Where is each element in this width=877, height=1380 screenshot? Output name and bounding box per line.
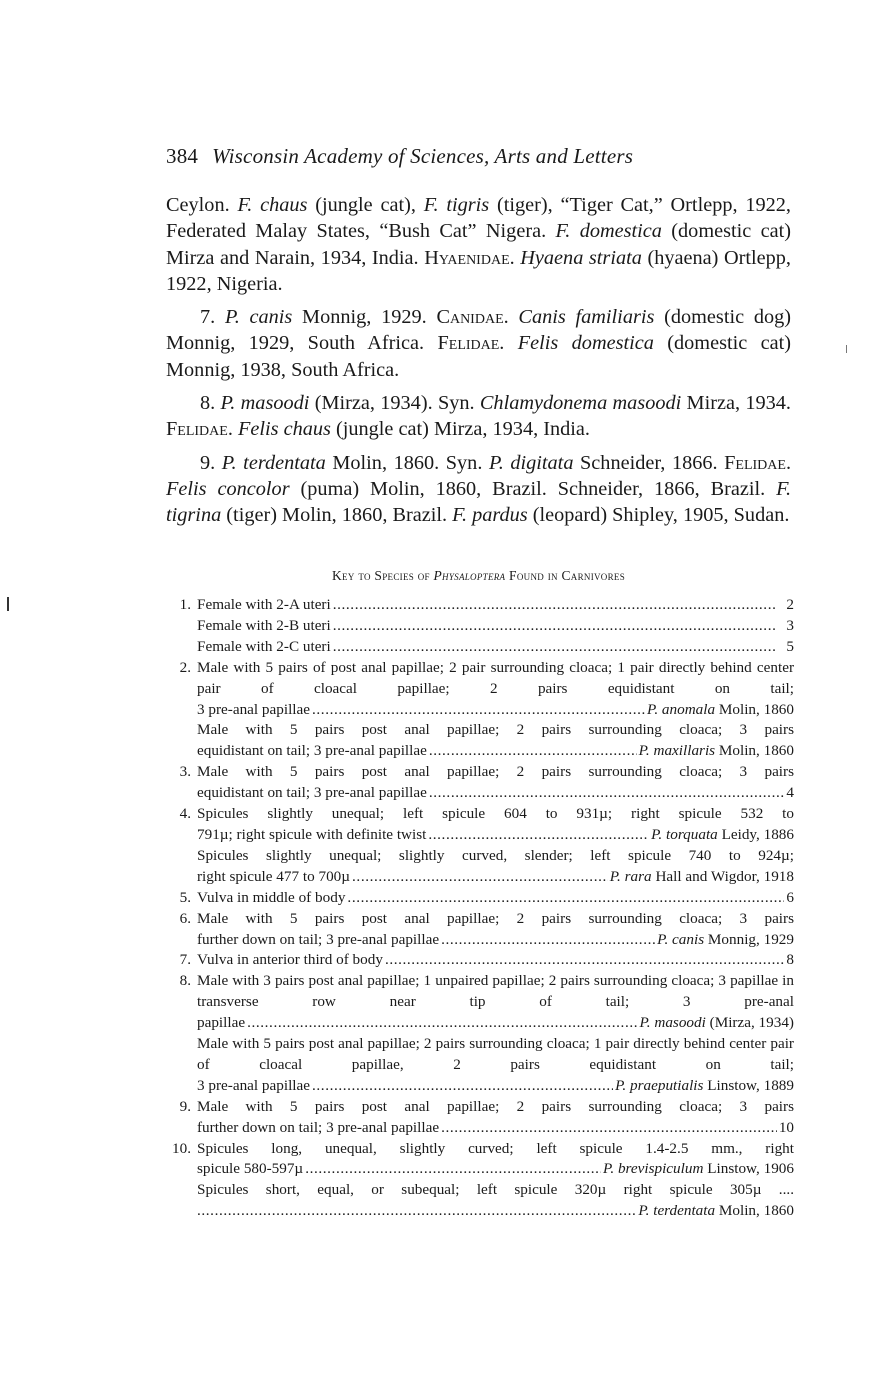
leader-dots bbox=[347, 888, 784, 909]
key-text: Female with 2-B uteri bbox=[197, 616, 331, 634]
key-couplet-line bbox=[197, 950, 794, 971]
key-entry-5 bbox=[166, 888, 794, 909]
text-span: (puma) Molin, 1860, Brazil. Schneider, 1866, Brazil. bbox=[289, 477, 777, 500]
key-couplet-line bbox=[197, 1076, 794, 1097]
key-text: Vulva in anterior third of body bbox=[197, 951, 383, 969]
key-title bbox=[166, 568, 791, 584]
key-couplet-line bbox=[197, 637, 794, 658]
text-span: (domestic cat) Mirza and Narain, 1934, India. bbox=[166, 220, 792, 269]
key-entry-number: 8. bbox=[179, 972, 191, 990]
key-couplet-line bbox=[197, 783, 794, 804]
key-entry-7 bbox=[166, 950, 794, 971]
key-entry-4 bbox=[166, 804, 794, 888]
text-span: Molin, 1860. Syn. bbox=[325, 451, 489, 474]
key-text: Vulva in middle of body bbox=[197, 888, 346, 906]
species-name: Felis domestica bbox=[504, 332, 654, 355]
key-text: further down on tail; 3 pre-anal papillae bbox=[197, 1118, 440, 1136]
key-text: equidistant on tail; 3 pre-anal papillae bbox=[197, 742, 427, 760]
key-text: 3 pre-anal papillae bbox=[197, 1076, 311, 1094]
key-couplet-line bbox=[197, 700, 794, 721]
species-name: F. pardus bbox=[452, 504, 528, 527]
leader-dots bbox=[428, 825, 649, 846]
key-goto: 10 bbox=[778, 1118, 794, 1136]
key-title-pre: Key to Species of bbox=[332, 568, 434, 583]
leader-dots bbox=[429, 783, 785, 804]
species-name: Felis chaus bbox=[232, 418, 331, 441]
key-title-genus: Physaloptera bbox=[433, 568, 506, 583]
text-span: Schneider, 1866. bbox=[573, 451, 725, 474]
key-text: Male with 5 pairs post anal papillae; 2 pairs surrounding cloaca; 3 pairs bbox=[197, 909, 794, 927]
key-authority: Molin, 1860 bbox=[715, 700, 794, 718]
key-authority: Linstow, 1906 bbox=[703, 1160, 794, 1178]
text-span: (domestic cat) Monnig, 1938, South Africa. bbox=[166, 332, 792, 381]
paragraph-p-terdentata bbox=[166, 450, 791, 529]
species-name: Chlamydonema masoodi bbox=[479, 392, 682, 415]
key-text: Female with 2-A uteri bbox=[197, 596, 331, 613]
key-text: papillae bbox=[197, 1014, 246, 1032]
text-span: Mirza, 1934. bbox=[681, 392, 791, 415]
key-entry-3 bbox=[166, 762, 794, 804]
leader-dots bbox=[441, 930, 655, 951]
key-authority: Molin, 1860 bbox=[715, 742, 794, 760]
key-title-post: Found in Carnivores bbox=[505, 568, 625, 583]
margin-tick bbox=[846, 345, 847, 353]
text-span: 9. bbox=[200, 451, 222, 474]
key-goto: 8 bbox=[786, 951, 794, 969]
key-couplet-line bbox=[197, 741, 794, 762]
running-header bbox=[166, 144, 726, 169]
text-span: 8. bbox=[200, 392, 221, 415]
key-text: right spicule 477 to 700µ bbox=[197, 867, 351, 885]
key-species: P. masoodi bbox=[639, 1014, 706, 1032]
leader-dots bbox=[352, 867, 608, 888]
leader-dots bbox=[197, 1201, 636, 1222]
species-name: Hyaena striata bbox=[514, 246, 642, 269]
key-species: P. anomala bbox=[647, 700, 716, 718]
leader-dots bbox=[312, 1076, 613, 1097]
key-species: P. brevispiculum bbox=[603, 1160, 704, 1178]
key-entry-8 bbox=[166, 971, 794, 1096]
key-text: further down on tail; 3 pre-anal papillae bbox=[197, 930, 440, 948]
species-key bbox=[166, 595, 794, 1222]
key-couplet-line bbox=[197, 1159, 794, 1180]
key-entry-6 bbox=[166, 909, 794, 951]
key-authority: Leidy, 1886 bbox=[717, 825, 794, 843]
leader-dots bbox=[333, 595, 785, 616]
key-authority: Molin, 1860 bbox=[715, 1202, 794, 1220]
text-span: (jungle cat), bbox=[307, 194, 424, 216]
leader-dots bbox=[385, 950, 784, 971]
key-text: 3 pre-anal papillae bbox=[197, 700, 311, 718]
key-couplet-line bbox=[197, 888, 794, 909]
key-text: Male with 3 pairs post anal papillae; 1 unpaired papillae; 2 pairs surrounding cloaca; 3 papillae in transverse row near tip of tail; 3 pre-anal bbox=[197, 972, 794, 1011]
key-text: Male with 5 pairs post anal papillae; 2 pairs surrounding cloaca; 3 pairs bbox=[197, 1097, 794, 1115]
key-couplet-line bbox=[197, 1118, 794, 1139]
key-goto: 3 bbox=[786, 616, 794, 634]
species-name: P. digitata bbox=[488, 451, 574, 474]
key-couplet-line bbox=[197, 930, 794, 951]
family-name: Hyaenidae. bbox=[424, 246, 515, 269]
key-entry-2 bbox=[166, 658, 794, 763]
paragraph-p-canis bbox=[166, 304, 791, 383]
key-species: P. praeputialis bbox=[615, 1076, 704, 1094]
text-span: (tiger) Molin, 1860, Brazil. bbox=[221, 504, 453, 527]
key-authority: Hall and Wigdor, 1918 bbox=[651, 867, 794, 885]
body-text bbox=[166, 192, 791, 536]
key-entry-number: 7. bbox=[179, 951, 191, 969]
leader-dots bbox=[333, 616, 785, 637]
key-entry-number: 10. bbox=[172, 1139, 191, 1157]
species-name: F. domestica bbox=[555, 220, 662, 243]
leader-dots bbox=[429, 741, 637, 762]
species-name: F. chaus bbox=[237, 194, 308, 216]
key-entry-number: 2. bbox=[179, 658, 191, 676]
key-goto: 4 bbox=[786, 784, 794, 802]
key-authority: (Mirza, 1934) bbox=[705, 1014, 794, 1032]
paragraph-ceylon bbox=[166, 192, 791, 297]
text-span: (hyaena) Ortlepp, 1922, Nigeria. bbox=[166, 246, 791, 295]
text-span: (Mirza, 1934). Syn. bbox=[309, 392, 480, 415]
leader-dots bbox=[441, 1118, 777, 1139]
family-name: Felidae. bbox=[166, 418, 233, 441]
key-entry-number: 1. bbox=[179, 596, 191, 613]
key-goto: 5 bbox=[786, 637, 794, 655]
key-entry-number: 9. bbox=[179, 1097, 191, 1115]
key-entry-number: 6. bbox=[179, 909, 191, 927]
key-authority: Linstow, 1889 bbox=[703, 1076, 794, 1094]
text-span: (leopard) Shipley, 1905, Sudan. bbox=[527, 504, 790, 527]
key-text: Spicules short, equal, or subequal; left spicule 320µ right spicule 305µ .... bbox=[197, 1181, 794, 1199]
text-span: Monnig, 1929. bbox=[292, 306, 437, 329]
key-entry-number: 3. bbox=[179, 763, 191, 781]
key-entry-number: 5. bbox=[179, 888, 191, 906]
key-couplet-line bbox=[197, 825, 794, 846]
key-text: Female with 2-C uteri bbox=[197, 637, 331, 655]
leader-dots bbox=[333, 637, 785, 658]
species-name: Felis concolor bbox=[166, 477, 290, 500]
text-span: (tiger), “Tiger Cat,” Ortlepp, 1922, Federated Malay States, “Bush Cat” Nigera. bbox=[166, 194, 791, 243]
species-name: Canis familiaris bbox=[508, 306, 655, 329]
family-name: Felidae. bbox=[724, 451, 792, 474]
page-number: 384 bbox=[166, 144, 199, 168]
family-name: Felidae. bbox=[437, 332, 505, 355]
species-name: P. terdentata bbox=[221, 451, 326, 474]
key-goto: 6 bbox=[786, 888, 794, 906]
key-couplet-line bbox=[197, 1201, 794, 1222]
leader-dots bbox=[305, 1159, 601, 1180]
text-span: 7. bbox=[200, 306, 225, 329]
key-authority: Monnig, 1929 bbox=[704, 930, 794, 948]
key-entry-9 bbox=[166, 1097, 794, 1139]
key-species: P. maxillaris bbox=[638, 742, 716, 760]
species-name: P. masoodi bbox=[220, 392, 310, 415]
text-span: (domestic dog) Monnig, 1929, South Africa. bbox=[166, 306, 791, 355]
running-title: Wisconsin Academy of Sciences, Arts and Letters bbox=[212, 144, 634, 168]
key-goto: 2 bbox=[786, 596, 794, 613]
key-text: Spicules long, unequal, slightly curved; left spicule 1.4-2.5 mm., right bbox=[197, 1139, 794, 1157]
key-species: P. torquata bbox=[651, 825, 718, 843]
species-name: F. tigrina bbox=[166, 477, 792, 527]
key-species: P. terdentata bbox=[638, 1202, 716, 1220]
key-entry-10 bbox=[166, 1139, 794, 1223]
key-couplet-line bbox=[197, 867, 794, 888]
paragraph-p-masoodi bbox=[166, 390, 791, 443]
text-span: Ceylon. bbox=[166, 194, 238, 216]
key-species: P. canis bbox=[657, 930, 705, 948]
family-name: Canidae. bbox=[436, 306, 509, 329]
key-text: Male with 5 pairs of post anal papillae; 2 pair surrounding cloaca; 1 pair directly behind center pair of cloacal papillae; 2 pairs equidistant on tail; bbox=[197, 658, 794, 697]
key-text: equidistant on tail; 3 pre-anal papillae bbox=[197, 784, 427, 802]
key-entry-number: 4. bbox=[179, 805, 191, 823]
key-text: Male with 5 pairs post anal papillae; 2 pairs surrounding cloaca; 1 pair directly behind center pair of cloacal papillae, 2 pairs equidistant on tail; bbox=[197, 1035, 794, 1073]
margin-mark bbox=[7, 597, 9, 611]
key-couplet-line bbox=[197, 595, 794, 616]
leader-dots bbox=[312, 700, 645, 721]
text-span: (jungle cat) Mirza, 1934, India. bbox=[330, 418, 590, 441]
key-couplet-line bbox=[197, 616, 794, 637]
key-couplet-line bbox=[197, 1013, 794, 1034]
leader-dots bbox=[247, 1013, 637, 1034]
species-name: P. canis bbox=[224, 306, 293, 329]
key-text: Male with 5 pairs post anal papillae; 2 pairs surrounding cloaca; 3 pairs bbox=[197, 763, 794, 781]
key-text: spicule 580-597µ bbox=[197, 1160, 304, 1178]
key-species: P. rara bbox=[609, 867, 652, 885]
key-text: 791µ; right spicule with definite twist bbox=[197, 825, 427, 843]
key-text: Spicules slightly unequal; left spicule 604 to 931µ; right spicule 532 to bbox=[197, 805, 794, 823]
species-name: F. tigris bbox=[423, 194, 490, 216]
key-entry-1 bbox=[166, 595, 794, 658]
key-text: Male with 5 pairs post anal papillae; 2 pairs surrounding cloaca; 3 pairs bbox=[197, 721, 794, 739]
key-text: Spicules slightly unequal; slightly curved, slender; left spicule 740 to 924µ; bbox=[197, 846, 794, 864]
